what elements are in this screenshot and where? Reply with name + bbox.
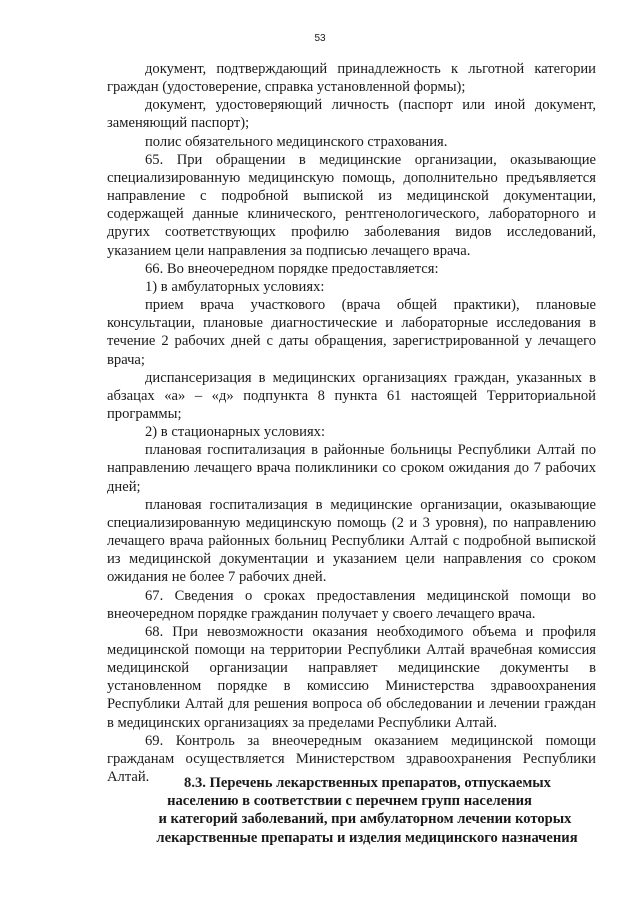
paragraph: полис обязательного медицинского страхования. — [145, 133, 448, 150]
section-heading-line: 8.3. Перечень лекарственных препаратов, отпускаемых — [184, 775, 551, 791]
paragraph-item-65: 65. При обращении в медицинские организации, оказывающие специализированную медицинскую помощь, дополнительно предъявляется направление с подробной выпиской из медицинской документации, содержащей данные клинического, рентгенологического, лабораторного и других соответствующих профилю заболевания видов исследований, указанием цели направления за подписью лечащего врача. — [107, 151, 596, 259]
page-number: 53 — [314, 33, 326, 44]
paragraph-item-68: 68. При невозможности оказания необходимого объема и профиля медицинской помощи на территории Республики Алтай врачебная комиссия медицинской организации направляет медицинские документы в установленном порядке в комиссию Министерства здравоохранения Республики Алтай для решения вопроса об обследовании и лечении граждан в медицинских организациях за пределами Республики Алтай. — [107, 623, 596, 731]
section-heading — [0, 774, 640, 847]
section-heading-line: населению в соответствии с перечнем групп населения — [167, 793, 532, 810]
section-heading-line: и категорий заболеваний, при амбулаторном лечении которых — [158, 811, 572, 828]
paragraph: диспансеризация в медицинских организациях граждан, указанных в абзацах «а» – «д» подпункта 8 пункта 61 настоящей Территориальной программы; — [107, 369, 596, 422]
paragraph: плановая госпитализация в районные больницы Республики Алтай по направлению лечащего врача поликлиники со сроком ожидания до 7 рабочих дней; — [107, 442, 596, 495]
paragraph: прием врача участкового (врача общей практики), плановые консультации, плановые диагностические и лабораторные исследования в течение 2 рабочих дней с даты обращения, зарегистрированной у лечащего врача; — [107, 297, 596, 368]
paragraph: 1) в амбулаторных условиях: — [145, 278, 325, 295]
paragraph-item-67: 67. Сведения о сроках предоставления медицинской помощи во внеочередном порядке гражданин получает у своего лечащего врача. — [107, 587, 596, 622]
paragraph-item-66: 66. Во внеочередном порядке предоставляется: — [145, 260, 439, 277]
paragraph: документ, подтверждающий принадлежность к льготной категории граждан (удостоверение, справка установленной формы); — [107, 61, 596, 96]
paragraph: 2) в стационарных условиях: — [145, 424, 326, 441]
document-body — [107, 60, 596, 786]
paragraph: плановая госпитализация в медицинские организации, оказывающие специализированную медицинскую помощь (2 и 3 уровня), по направлению лечащего врача районных больниц Республики Алтай с подробной выпиской из медицинской документации и указанием цели направления со сроком ожидания не более 7 рабочих дней. — [107, 496, 596, 586]
section-heading-line: лекарственные препараты и изделия медицинского назначения — [156, 829, 578, 846]
paragraph: документ, удостоверяющий личность (паспорт или иной документ, заменяющий паспорт); — [107, 97, 596, 132]
paragraph-item-69: 69. Контроль за внеочередным оказанием медицинской помощи гражданам осуществляется Министерством здравоохранения Республики Алтай. — [107, 732, 596, 786]
